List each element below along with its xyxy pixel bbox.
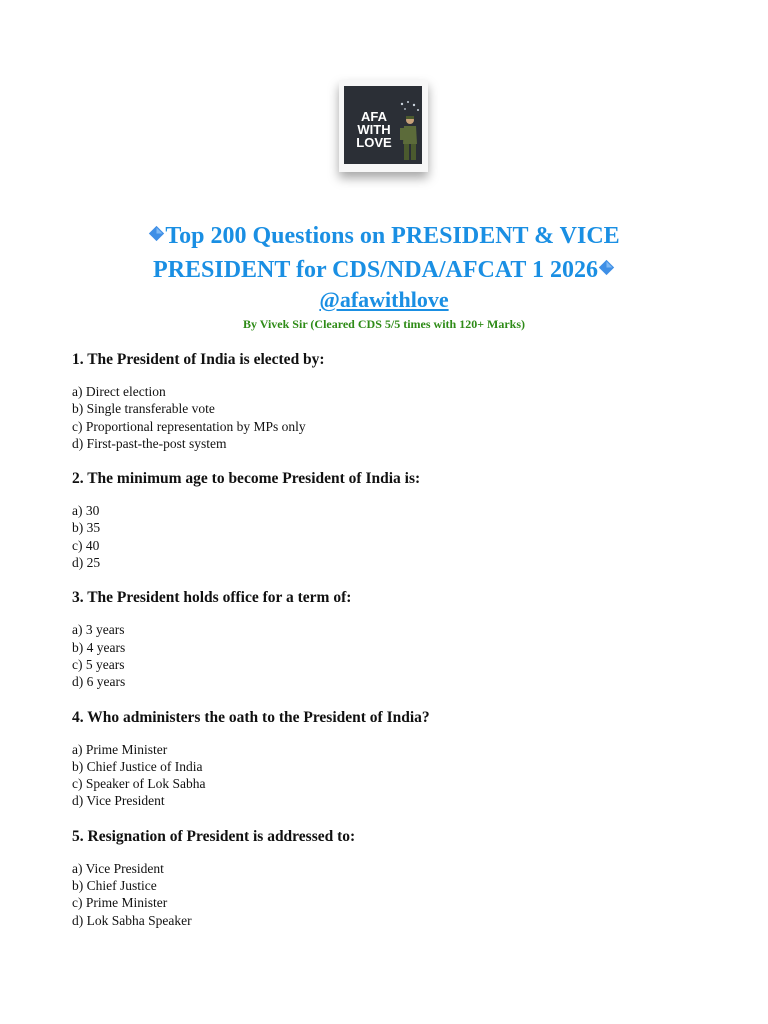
page-title [0, 219, 768, 287]
blue-diamond-icon [148, 225, 165, 242]
title-text-2: PRESIDENT for CDS/NDA/AFCAT 1 2026 [153, 257, 598, 283]
title-text-1: Top 200 Questions on PRESIDENT & VICE [165, 223, 620, 249]
question-option: d) 6 years [72, 674, 126, 690]
question-text: 2. The minimum age to become President of India is: [72, 470, 421, 488]
question-item [72, 587, 712, 690]
channel-logo [339, 80, 428, 172]
question-text: 3. The President holds office for a term of: [72, 589, 352, 607]
question-item [72, 349, 712, 452]
author-byline: By Vivek Sir (Cleared CDS 5/5 times with 120+ Marks) [242, 317, 526, 331]
soldier-figure-icon [396, 100, 422, 162]
question-list [72, 349, 712, 945]
question-option: b) Single transferable vote [72, 401, 215, 417]
question-option: a) 3 years [72, 622, 125, 638]
question-option: a) Vice President [72, 860, 164, 876]
logo-badge [344, 86, 422, 164]
logo-text [353, 110, 395, 149]
question-option: a) 30 [72, 503, 100, 519]
question-option: b) 4 years [72, 639, 126, 655]
question-option: b) 35 [72, 520, 101, 536]
blue-diamond-icon [598, 259, 615, 276]
question-option: c) 40 [72, 537, 100, 553]
question-option: d) Lok Sabha Speaker [72, 912, 192, 928]
question-text: 1. The President of India is elected by: [72, 351, 325, 368]
question-text: 4. Who administers the oath to the President of India? [72, 708, 430, 726]
logo-text-line: LOVE [356, 135, 392, 150]
question-option: b) Chief Justice of India [72, 758, 203, 774]
question-option: d) First-past-the-post system [72, 435, 227, 451]
logo-text-line: WITH [357, 122, 391, 137]
logo-text-line: AFA [361, 109, 387, 124]
question-option: c) Prime Minister [72, 895, 168, 911]
question-option: b) Chief Justice [72, 878, 157, 894]
question-option: d) Vice President [72, 793, 165, 809]
question-option: c) Proportional representation by MPs only [72, 418, 306, 434]
question-option: c) Speaker of Lok Sabha [72, 776, 206, 792]
question-option: a) Prime Minister [72, 741, 168, 757]
question-item [72, 468, 712, 571]
question-option: c) 5 years [72, 656, 125, 672]
question-text: 5. Resignation of President is addressed to: [72, 827, 356, 845]
title-line-2 [0, 253, 768, 287]
title-line-1 [0, 219, 768, 253]
question-item [72, 826, 712, 929]
question-option: a) Direct election [72, 384, 166, 399]
question-item [72, 707, 712, 810]
channel-handle-link[interactable]: @afawithlove [319, 287, 449, 312]
question-option: d) 25 [72, 555, 101, 571]
